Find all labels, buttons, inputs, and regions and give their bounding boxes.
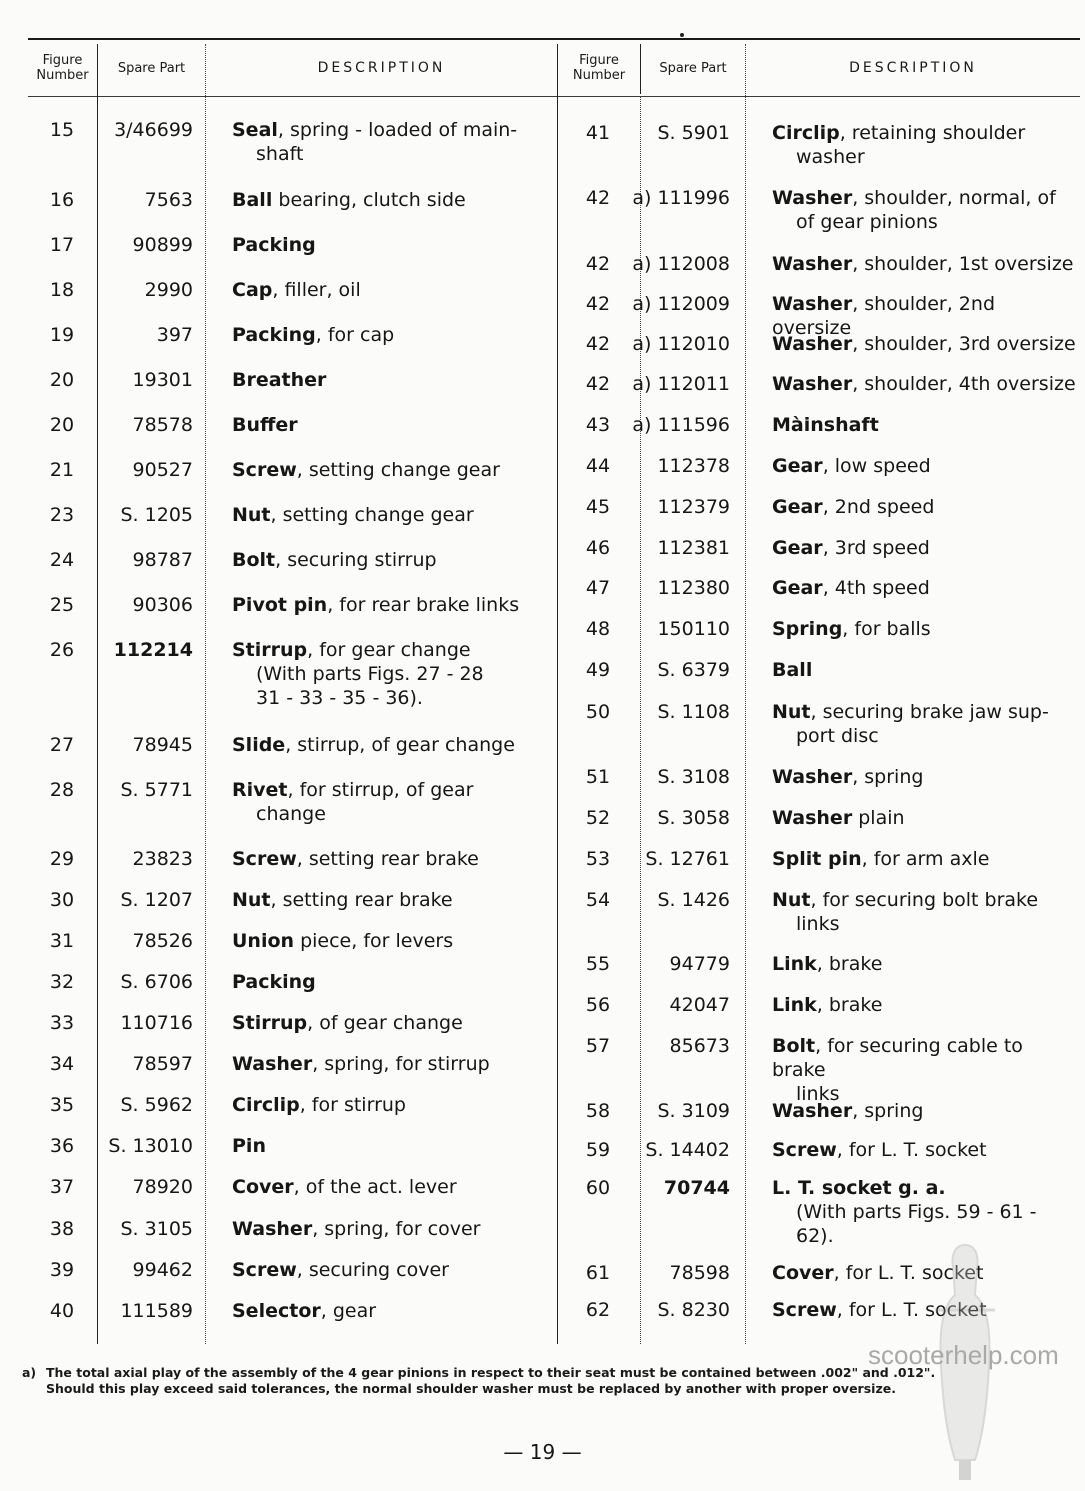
part-description: [772, 617, 1077, 641]
footnote-text: The total axial play of the assembly of the 4 gear pinions in respect to their seat must be contained between .002" and .012". Should this play exceed said tolerances, the normal shoulder washer must be replaced by another with proper oversize.: [46, 1365, 936, 1396]
spare-part-number: 99462: [132, 1259, 193, 1281]
spare-part-number: 23823: [132, 848, 193, 870]
spare-part-number: 112214: [113, 639, 193, 661]
spare-part-number: 397: [156, 324, 193, 346]
part-detail: plain: [852, 807, 905, 829]
footnote-mark: a): [22, 1365, 37, 1380]
part-detail: , spring: [852, 1100, 924, 1122]
part-description: [232, 1299, 550, 1323]
figure-number: 17: [49, 234, 75, 256]
part-description: [232, 847, 550, 871]
part-detail: , low speed: [822, 455, 931, 477]
spare-part-number: S. 1205: [120, 504, 193, 526]
part-detail: , retaining shoulder: [839, 122, 1026, 144]
part-detail: , for L. T. socket: [833, 1262, 984, 1284]
spare-part-number: 98787: [132, 549, 193, 571]
part-description: [232, 368, 550, 392]
spare-part-number: a) 112008: [632, 253, 730, 275]
figure-number: 19: [49, 324, 75, 346]
figure-number: 30: [49, 889, 75, 911]
part-name: Packing: [232, 324, 316, 346]
part-name: Nut: [772, 701, 811, 723]
part-name: Gear: [772, 537, 823, 559]
part-description: [232, 548, 550, 572]
part-description: [772, 700, 1077, 748]
part-description: [232, 888, 550, 912]
part-description: [772, 993, 1077, 1017]
part-name: Link: [772, 994, 817, 1016]
figure-number: 42: [585, 187, 611, 209]
part-name: Screw: [232, 459, 297, 481]
figure-number: 53: [585, 848, 611, 870]
spare-part-number: 150110: [657, 618, 730, 640]
figure-number: 34: [49, 1053, 75, 1075]
part-description: [772, 888, 1077, 936]
part-detail: , shoulder, 1st oversize: [852, 253, 1074, 275]
figure-number: 23: [49, 504, 75, 526]
part-name: Stirrup: [232, 639, 308, 661]
spare-part-number: 78598: [669, 1262, 730, 1284]
part-name: Screw: [772, 1299, 837, 1321]
part-detail: , for L. T. socket: [836, 1299, 987, 1321]
part-description-continued: port disc: [796, 725, 879, 747]
spare-part-number: a) 112010: [632, 333, 730, 355]
part-name: Washer: [772, 1100, 853, 1122]
spare-part-number: 90527: [132, 459, 193, 481]
figure-number: 16: [49, 189, 75, 211]
part-name: Nut: [772, 889, 811, 911]
spare-part-number: S. 1108: [657, 701, 730, 723]
part-description: [232, 638, 550, 710]
part-description-continued: change: [256, 803, 326, 825]
part-description: [772, 1138, 1077, 1162]
header-bottom-rule: [28, 96, 1080, 97]
part-detail: , brake: [816, 953, 883, 975]
part-detail: , for gear change: [307, 639, 471, 661]
spare-part-number: a) 112011: [632, 373, 730, 395]
part-name: Washer: [772, 766, 853, 788]
part-description: [232, 1093, 550, 1117]
spare-part-number: S. 1207: [120, 889, 193, 911]
part-name: Spring: [772, 618, 843, 640]
part-detail: , of the act. lever: [293, 1176, 457, 1198]
figure-number: 42: [585, 333, 611, 355]
part-description-continued: shaft: [256, 143, 304, 165]
part-detail: bearing, clutch side: [272, 189, 466, 211]
part-description: [772, 454, 1077, 478]
part-name: Gear: [772, 496, 823, 518]
part-name: Washer: [772, 293, 853, 315]
part-name: Washer: [232, 1218, 313, 1240]
part-name: Washer: [772, 253, 853, 275]
part-name: Screw: [232, 848, 297, 870]
figure-number: 35: [49, 1094, 75, 1116]
part-description-continued: (With parts Figs. 27 - 28 31 - 33 - 35 - 36).: [256, 663, 484, 709]
part-name: Packing: [232, 971, 316, 993]
part-description: [232, 593, 550, 617]
part-description: [232, 1258, 550, 1282]
part-name: Seal: [232, 119, 278, 141]
figure-number: 49: [585, 659, 611, 681]
part-description: [232, 413, 550, 437]
part-description: [232, 233, 550, 257]
part-description: [232, 970, 550, 994]
part-description-continued: of gear pinions: [796, 211, 938, 233]
spare-part-number: S. 12761: [645, 848, 730, 870]
part-name: Gear: [772, 577, 823, 599]
center-rule: [557, 44, 558, 1344]
part-description: [232, 733, 550, 757]
part-detail: , spring, for stirrup: [312, 1053, 490, 1075]
part-name: Stirrup: [232, 1012, 308, 1034]
spare-part-number: S. 3108: [657, 766, 730, 788]
part-detail: , spring: [852, 766, 924, 788]
part-detail: , spring, for cover: [312, 1218, 481, 1240]
spare-part-number: S. 6379: [657, 659, 730, 681]
part-description: [772, 332, 1077, 356]
spare-part-number: 78920: [132, 1176, 193, 1198]
part-detail: , for cap: [315, 324, 395, 346]
part-detail: , for stirrup, of gear: [287, 779, 474, 801]
part-description: [232, 929, 550, 953]
spare-part-number: 94779: [669, 953, 730, 975]
spare-part-number: 112378: [657, 455, 730, 477]
figure-number: 45: [585, 496, 611, 518]
part-description: [772, 495, 1077, 519]
part-description: [232, 1217, 550, 1241]
part-name: Pin: [232, 1135, 266, 1157]
part-detail: , securing brake jaw sup-: [810, 701, 1049, 723]
part-description: [232, 1134, 550, 1158]
figure-number: 61: [585, 1262, 611, 1284]
spare-part-number: a) 112009: [632, 293, 730, 315]
part-description: [772, 765, 1077, 789]
part-detail: , for balls: [842, 618, 931, 640]
figure-number: 42: [585, 373, 611, 395]
part-detail: , for securing bolt brake: [810, 889, 1039, 911]
spare-part-number: 110716: [120, 1012, 193, 1034]
spare-part-number: S. 6706: [120, 971, 193, 993]
part-detail: , setting rear brake: [296, 848, 479, 870]
part-name: Cover: [772, 1262, 834, 1284]
figure-number: 39: [49, 1259, 75, 1281]
part-description: [232, 458, 550, 482]
part-detail: , setting change gear: [296, 459, 500, 481]
part-detail: , spring - loaded of main-: [277, 119, 518, 141]
part-description: [772, 413, 1077, 437]
part-description: [232, 778, 550, 826]
column-rule-dotted: [205, 44, 206, 1344]
spare-part-number: S. 5771: [120, 779, 193, 801]
part-detail: , setting rear brake: [270, 889, 453, 911]
part-name: Washer: [232, 1053, 313, 1075]
part-detail: , brake: [816, 994, 883, 1016]
part-name: Packing: [232, 234, 316, 256]
spare-part-number: S. 5901: [657, 122, 730, 144]
spare-part-number: S. 1426: [657, 889, 730, 911]
part-name: Washer: [772, 333, 853, 355]
part-name: L. T. socket g. a.: [772, 1177, 946, 1199]
part-name: Ball: [232, 189, 273, 211]
part-name: Selector: [232, 1300, 321, 1322]
part-description: [232, 188, 550, 212]
part-name: Circlip: [232, 1094, 300, 1116]
header-spare-part: Spare Part: [117, 60, 186, 76]
part-name: Link: [772, 953, 817, 975]
figure-number: 41: [585, 122, 611, 144]
figure-number: 36: [49, 1135, 75, 1157]
spare-part-number: S. 13010: [108, 1135, 193, 1157]
part-detail: , 3rd speed: [822, 537, 930, 559]
spare-part-number: 78597: [132, 1053, 193, 1075]
spare-part-number: 111589: [120, 1300, 193, 1322]
spare-part-number: S. 3109: [657, 1100, 730, 1122]
spare-part-number: 112381: [657, 537, 730, 559]
spare-part-number: 112380: [657, 577, 730, 599]
spare-part-number: S. 3105: [120, 1218, 193, 1240]
part-description: [772, 952, 1077, 976]
figure-number: 58: [585, 1100, 611, 1122]
figure-number: 46: [585, 537, 611, 559]
part-name: Union: [232, 930, 295, 952]
figure-number: 32: [49, 971, 75, 993]
figure-number: 57: [585, 1035, 611, 1057]
figure-number: 44: [585, 455, 611, 477]
part-description: [772, 806, 1077, 830]
figure-number: 15: [49, 119, 75, 141]
figure-number: 31: [49, 930, 75, 952]
spare-part-number: 85673: [669, 1035, 730, 1057]
spare-part-number: a) 111996: [632, 187, 730, 209]
header-figure-number: Figure Number: [36, 53, 89, 83]
header-top-rule: [28, 38, 1080, 40]
column-rule-dotted: [745, 44, 746, 1344]
figure-number: 24: [49, 549, 75, 571]
part-name: Screw: [772, 1139, 837, 1161]
part-detail: , for L. T. socket: [836, 1139, 987, 1161]
spare-part-number: 90306: [132, 594, 193, 616]
part-name: Washer: [772, 187, 853, 209]
figure-number: 25: [49, 594, 75, 616]
figure-number: 52: [585, 807, 611, 829]
part-detail: , 4th speed: [822, 577, 930, 599]
figure-number: 62: [585, 1299, 611, 1321]
figure-number: 54: [585, 889, 611, 911]
spare-part-number: 78578: [132, 414, 193, 436]
figure-number: 33: [49, 1012, 75, 1034]
part-detail: , of gear change: [307, 1012, 463, 1034]
spare-part-number: 2990: [144, 279, 193, 301]
part-description: [232, 1175, 550, 1199]
spare-part-number: 3/46699: [114, 119, 193, 141]
part-detail: , shoulder, 3rd oversize: [852, 333, 1076, 355]
figure-number: 27: [49, 734, 75, 756]
figure-number: 51: [585, 766, 611, 788]
part-description: [232, 118, 550, 166]
part-name: Slide: [232, 734, 286, 756]
header-figure-number: Figure Number: [572, 53, 626, 83]
figure-number: 43: [585, 414, 611, 436]
site-watermark: scooterhelp.com: [868, 1340, 1059, 1370]
figure-number: 42: [585, 293, 611, 315]
part-description: [232, 278, 550, 302]
part-name: Bolt: [772, 1035, 816, 1057]
spare-part-number: 42047: [669, 994, 730, 1016]
part-detail: piece, for levers: [294, 930, 454, 952]
spare-part-number: S. 5962: [120, 1094, 193, 1116]
spare-part-number: 19301: [132, 369, 193, 391]
part-name: Cap: [232, 279, 273, 301]
part-description: [772, 372, 1077, 396]
print-speck: [680, 33, 684, 37]
part-name: Nut: [232, 889, 271, 911]
figure-number: 47: [585, 577, 611, 599]
spare-part-number: a) 111596: [632, 414, 730, 436]
part-detail: , shoulder, 4th oversize: [852, 373, 1076, 395]
part-name: Washer: [772, 807, 853, 829]
spare-part-number: 90899: [132, 234, 193, 256]
part-description: [772, 186, 1077, 234]
spare-part-number: S. 3058: [657, 807, 730, 829]
part-name: Cover: [232, 1176, 294, 1198]
part-name: Nut: [232, 504, 271, 526]
part-name: Bolt: [232, 549, 276, 571]
part-name: Buffer: [232, 414, 298, 436]
header-description: DESCRIPTION: [317, 59, 446, 76]
spare-part-number: 112379: [657, 496, 730, 518]
part-name: Circlip: [772, 122, 840, 144]
page-number: — 19 —: [503, 1440, 582, 1464]
spare-part-number: 70744: [663, 1177, 730, 1199]
part-description: [232, 503, 550, 527]
figure-number: 37: [49, 1176, 75, 1198]
part-description: [772, 658, 1077, 682]
part-detail: , stirrup, of gear change: [285, 734, 515, 756]
part-name: Screw: [232, 1259, 297, 1281]
part-description: [772, 847, 1077, 871]
header-spare-part: Spare Part: [659, 60, 727, 76]
figure-number: 20: [49, 369, 75, 391]
header-description: DESCRIPTION: [849, 59, 977, 76]
part-detail: , filler, oil: [272, 279, 361, 301]
part-detail: , gear: [320, 1300, 377, 1322]
part-description: [772, 1034, 1077, 1106]
spare-part-number: 78945: [132, 734, 193, 756]
part-name: Màinshaft: [772, 414, 879, 436]
part-detail: , for rear brake links: [327, 594, 520, 616]
part-name: Ball: [772, 659, 813, 681]
figure-number: 28: [49, 779, 75, 801]
figure-number: 29: [49, 848, 75, 870]
part-name: Split pin: [772, 848, 862, 870]
part-description-continued: links: [796, 913, 840, 935]
figure-number: 26: [49, 639, 75, 661]
part-detail: , shoulder, normal, of: [852, 187, 1056, 209]
figure-number: 60: [585, 1177, 611, 1199]
part-description: [772, 121, 1077, 169]
spare-part-number: 78526: [132, 930, 193, 952]
part-description: [772, 576, 1077, 600]
spare-part-number: S. 8230: [657, 1299, 730, 1321]
part-description: [772, 1099, 1077, 1123]
part-detail: , securing stirrup: [275, 549, 437, 571]
spare-part-number: S. 14402: [645, 1139, 730, 1161]
part-description: [772, 536, 1077, 560]
part-description-continued: links: [796, 1083, 840, 1105]
figure-number: 18: [49, 279, 75, 301]
part-detail: , for arm axle: [861, 848, 990, 870]
figure-number: 20: [49, 414, 75, 436]
figure-number: 48: [585, 618, 611, 640]
part-detail: , setting change gear: [270, 504, 474, 526]
figure-number: 59: [585, 1139, 611, 1161]
figure-number: 38: [49, 1218, 75, 1240]
figure-number: 21: [49, 459, 75, 481]
part-name: Washer: [772, 373, 853, 395]
figure-number: 50: [585, 701, 611, 723]
part-name: Breather: [232, 369, 327, 391]
part-description-continued: (With parts Figs. 59 - 61 - 62).: [796, 1201, 1037, 1247]
spare-part-number: 7563: [144, 189, 193, 211]
part-detail: , for securing cable to brake: [772, 1035, 1023, 1081]
figure-number: 56: [585, 994, 611, 1016]
part-description-continued: washer: [796, 146, 865, 168]
part-detail: , securing cover: [296, 1259, 449, 1281]
part-detail: , for stirrup: [299, 1094, 406, 1116]
figure-number: 42: [585, 253, 611, 275]
part-name: Rivet: [232, 779, 288, 801]
part-description: [232, 323, 550, 347]
part-name: Gear: [772, 455, 823, 477]
part-description: [232, 1052, 550, 1076]
part-description: [772, 252, 1077, 276]
figure-number: 55: [585, 953, 611, 975]
part-detail: , 2nd speed: [822, 496, 935, 518]
part-name: Pivot pin: [232, 594, 328, 616]
part-description: [232, 1011, 550, 1035]
part-detail: , shoulder, 2nd oversize: [772, 293, 995, 339]
figure-number: 40: [49, 1300, 75, 1322]
